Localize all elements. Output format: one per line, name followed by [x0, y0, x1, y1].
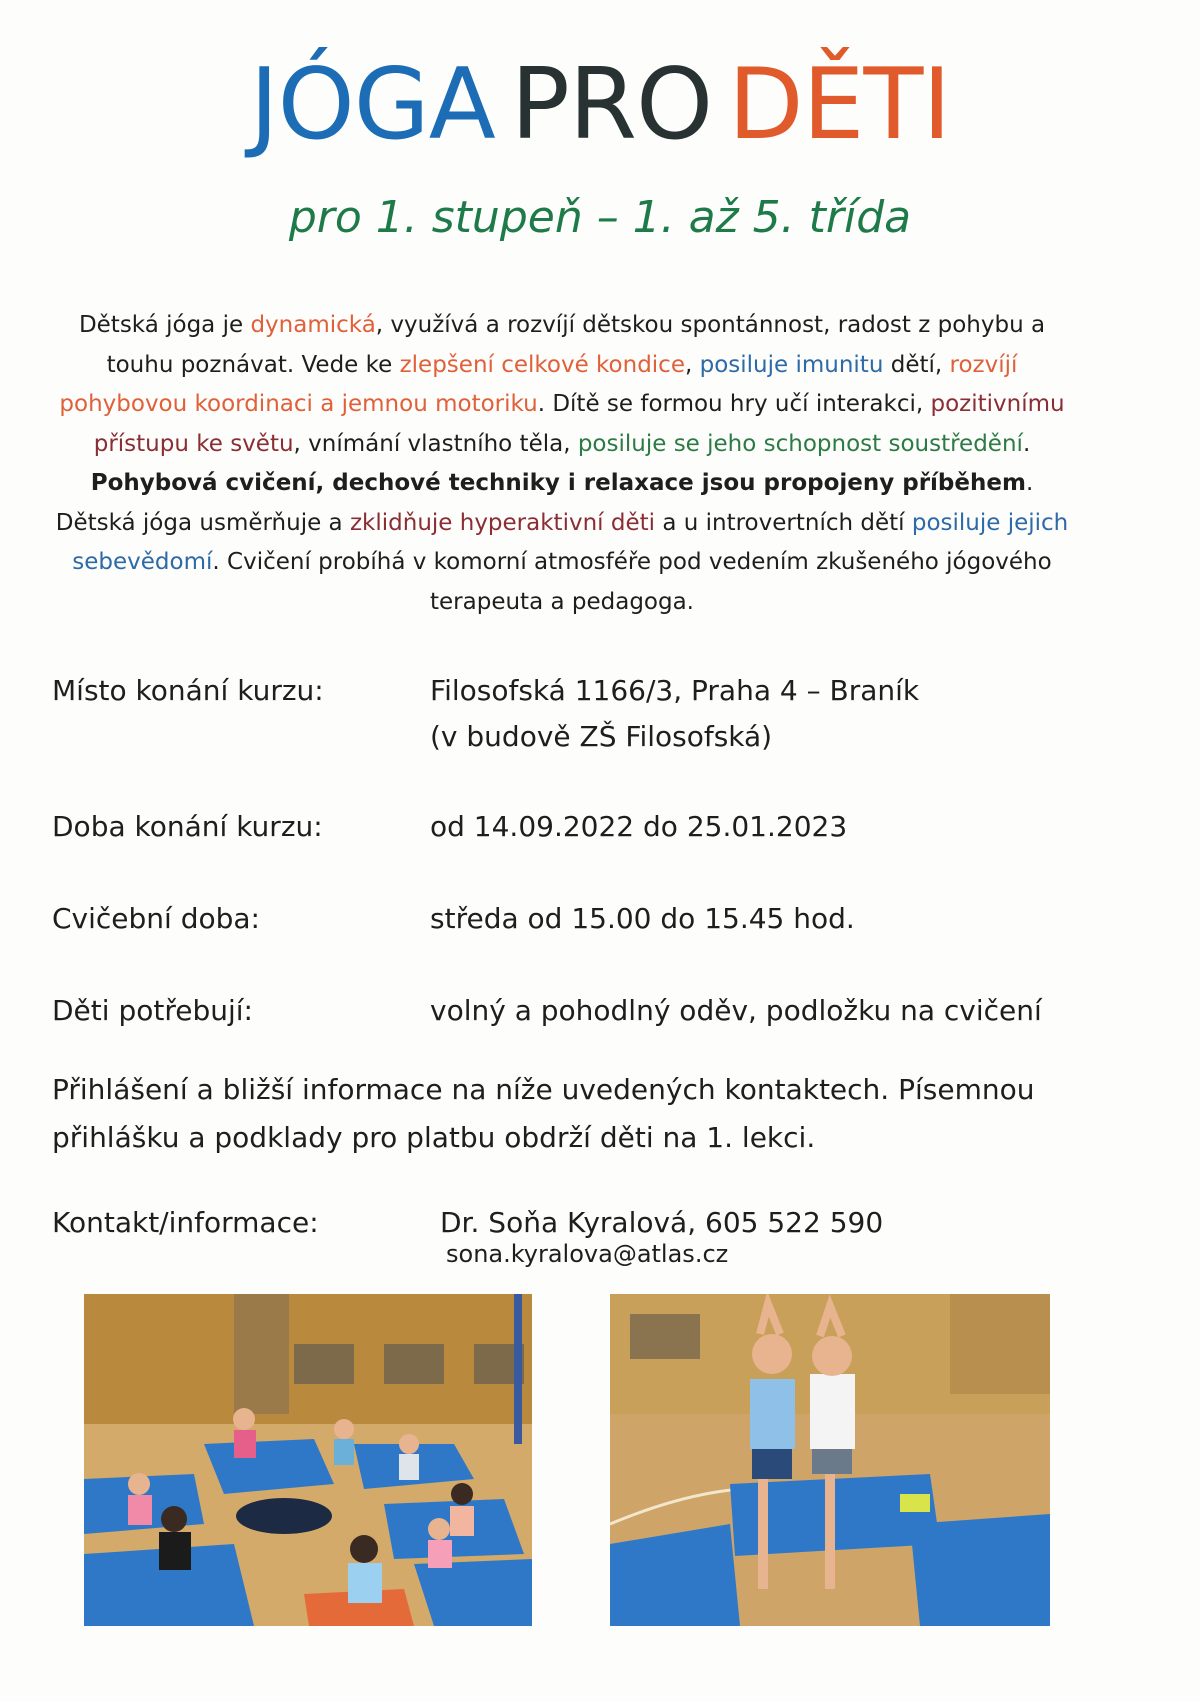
- intro-bold: Pohybová cvičení, dechové techniky i relaxace jsou propojeny příběhem: [90, 470, 1026, 496]
- intro-highlight: dynamická: [250, 312, 376, 338]
- intro-text: a u introvertních dětí: [655, 509, 912, 536]
- time-value: středa od 15.00 do 15.45 hod.: [430, 902, 855, 935]
- photo-group-yoga: [84, 1294, 532, 1626]
- intro-text: , využívá a rozvíjí dětskou spontánnost, radost z pohybu a touhu poznávat. Vede ke: [106, 312, 1046, 378]
- title-word-pro: PRO: [510, 48, 713, 162]
- place-building: (v budově ZŠ Filosofská): [430, 720, 773, 753]
- intro-text: . Dítě se formou hry učí interakci,: [537, 391, 931, 417]
- intro-text: ,: [684, 351, 700, 378]
- intro-highlight: rozvíjí pohybovou koordinaci a jemnou motoriku: [59, 351, 1018, 417]
- intro-text: Dětská jóga je: [78, 312, 251, 338]
- intro-text: , vnímání vlastního těla,: [293, 430, 578, 457]
- photo-tree-pose: [610, 1294, 1050, 1626]
- period-label: Doba konání kurzu:: [52, 810, 323, 843]
- contact-label: Kontakt/informace:: [52, 1206, 319, 1239]
- intro-text: . Dětská jóga usměrňuje a: [55, 470, 1034, 536]
- signup-info: Přihlášení a bližší informace na níže uvedených kontaktech. Písemnou přihlášku a podklady pro platbu obdrží děti na 1. lekci.: [52, 1073, 1035, 1154]
- period-value: od 14.09.2022 do 25.01.2023: [430, 810, 848, 843]
- place-address: Filosofská 1166/3, Praha 4 – Braník: [430, 674, 920, 707]
- photo-group-yoga-image: [84, 1294, 532, 1626]
- intro-highlight: posiluje se jeho schopnost soustředění: [577, 430, 1023, 457]
- contact-name-phone: Dr. Soňa Kyralová, 605 522 590: [440, 1206, 884, 1239]
- intro-highlight: zklidňuje hyperaktivní děti: [349, 509, 656, 536]
- intro-highlight: pozitivnímu přístupu ke světu: [93, 391, 1065, 457]
- intro-paragraph: [52, 306, 1072, 622]
- place-label: Místo konání kurzu:: [52, 674, 324, 707]
- contact-email-link[interactable]: sona.kyralova@atlas.cz: [446, 1240, 729, 1268]
- intro-text: . Cvičení probíhá v komorní atmosféře pod vedením zkušeného jógového terapeuta a pedagoga.: [212, 549, 1052, 615]
- title-word-deti: DĚTI: [728, 48, 951, 162]
- intro-text: dětí,: [883, 351, 950, 378]
- page-title: [0, 50, 1200, 160]
- title-word-joga: JÓGA: [249, 48, 495, 162]
- subtitle: pro 1. stupeň – 1. až 5. třída: [288, 192, 912, 243]
- needs-label: Děti potřebují:: [52, 994, 253, 1027]
- intro-highlight: zlepšení celkové kondice: [399, 351, 685, 378]
- time-label: Cvičební doba:: [52, 902, 260, 935]
- photo-tree-pose-image: [610, 1294, 1050, 1626]
- intro-highlight: posiluje imunitu: [699, 351, 884, 378]
- intro-text: .: [1022, 430, 1031, 457]
- needs-value: volný a pohodlný oděv, podložku na cvičení: [430, 994, 1042, 1027]
- intro-highlight: posiluje jejich sebevědomí: [72, 509, 1069, 575]
